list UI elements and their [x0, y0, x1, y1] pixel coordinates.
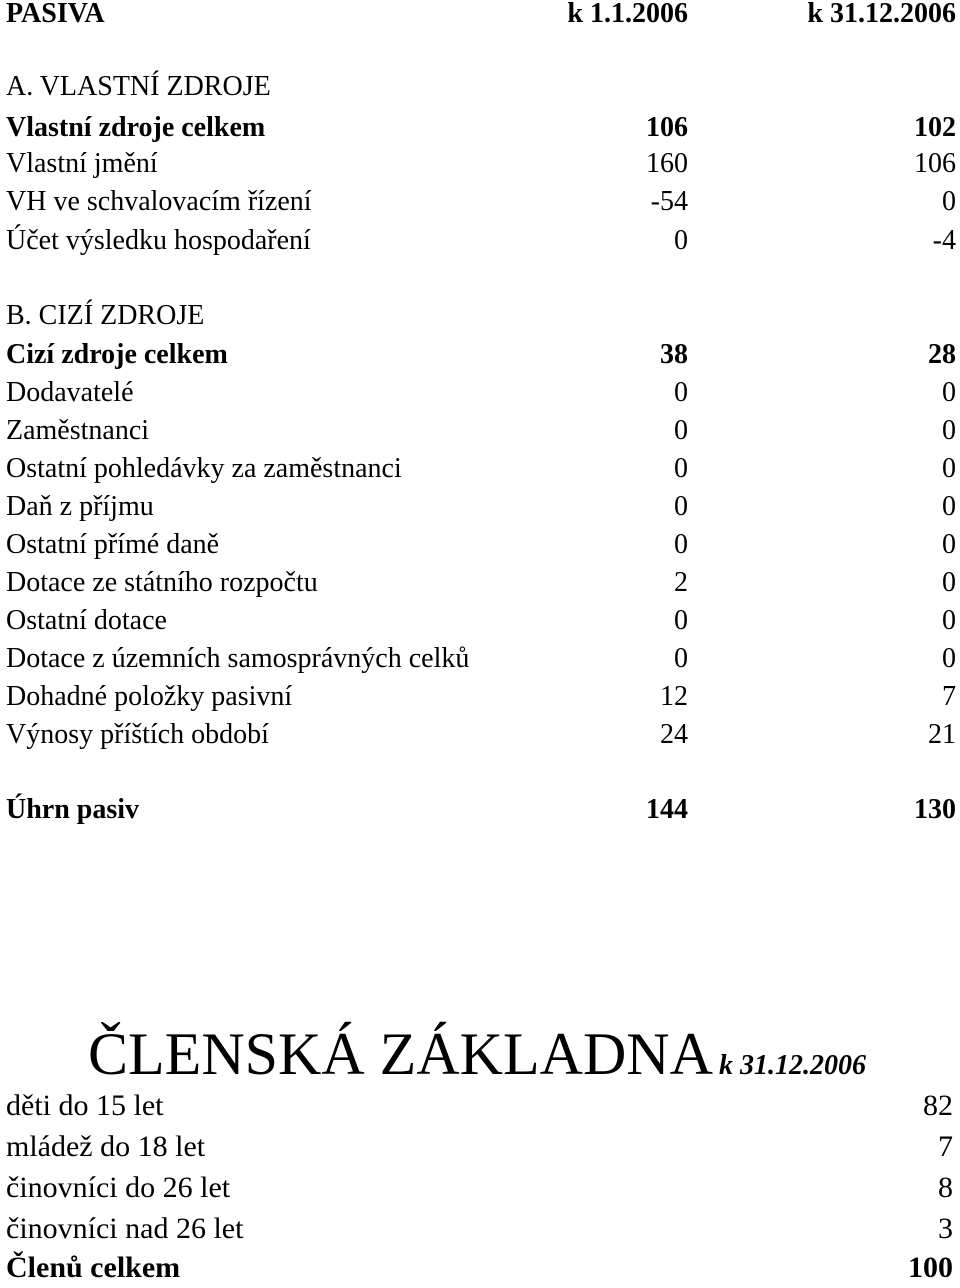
row-label: Dotace ze státního rozpočtu	[6, 567, 318, 598]
table-row	[6, 565, 956, 601]
list-item	[6, 1168, 953, 1208]
row-value-start: 2	[674, 567, 688, 598]
row-label: Dotace z územních samosprávných celků	[6, 643, 470, 674]
row-value-start: 0	[674, 529, 688, 560]
member-category-label: mládež do 18 let	[6, 1130, 206, 1163]
table-row	[6, 451, 956, 487]
table-row	[6, 337, 956, 373]
members-total-count: 100	[908, 1251, 953, 1284]
table-row	[6, 146, 956, 182]
pasiva-header	[6, 0, 956, 32]
row-value-end: 21	[928, 719, 956, 750]
table-row	[6, 641, 956, 677]
section-a-title	[6, 69, 956, 105]
members-total-label: Členů celkem	[6, 1251, 181, 1284]
table-row	[6, 413, 956, 449]
total-label: Úhrn pasiv	[6, 794, 140, 825]
row-value-start: 0	[674, 643, 688, 674]
table-row	[6, 375, 956, 411]
members-date: k 31.12.2006	[718, 1050, 866, 1081]
table-row	[6, 489, 956, 525]
members-title: ČLENSKÁ ZÁKLADNA	[88, 1021, 713, 1087]
list-item	[6, 1209, 953, 1249]
table-row	[6, 717, 956, 753]
row-value-end: 7	[942, 681, 956, 712]
row-value-start: -54	[650, 186, 688, 217]
row-value-end: 0	[942, 643, 956, 674]
section-b-heading: B. CIZÍ ZDROJE	[6, 300, 205, 331]
row-value-start: 12	[660, 681, 688, 712]
row-value-end: 0	[942, 415, 956, 446]
members-total-row	[6, 1248, 953, 1288]
row-label: Ostatní přímé daně	[6, 529, 220, 560]
members-heading	[88, 1018, 866, 1090]
table-row	[6, 184, 956, 220]
row-value-start: 0	[674, 415, 688, 446]
row-label: Daň z příjmu	[6, 491, 154, 522]
member-category-label: činovníci do 26 let	[6, 1171, 231, 1204]
row-value-end: 0	[942, 605, 956, 636]
row-value-start: 24	[660, 719, 688, 750]
row-value-end: 106	[914, 148, 956, 179]
row-value-end: 0	[942, 453, 956, 484]
row-value-end: 0	[942, 567, 956, 598]
row-value-end: 0	[942, 491, 956, 522]
total-value-end: 130	[914, 794, 956, 825]
row-value-start: 0	[674, 605, 688, 636]
row-label: VH ve schvalovacím řízení	[6, 186, 312, 217]
row-value-start: 0	[674, 225, 688, 256]
column-header-start: k 1.1.2006	[567, 0, 688, 29]
row-value-end: 0	[942, 186, 956, 217]
row-value-start: 0	[674, 491, 688, 522]
row-label: Vlastní zdroje celkem	[6, 112, 266, 143]
table-row	[6, 223, 956, 259]
row-label: Účet výsledku hospodaření	[6, 225, 311, 256]
row-label: Výnosy příštích období	[6, 719, 269, 750]
row-value-end: -4	[932, 225, 956, 256]
row-value-start: 38	[660, 339, 688, 370]
row-value-end: 28	[928, 339, 956, 370]
member-count: 8	[938, 1171, 953, 1204]
total-value-start: 144	[646, 794, 688, 825]
member-count: 82	[923, 1089, 953, 1122]
member-category-label: děti do 15 let	[6, 1089, 164, 1122]
member-count: 7	[938, 1130, 953, 1163]
column-header-end: k 31.12.2006	[807, 0, 956, 29]
table-row	[6, 679, 956, 715]
list-item	[6, 1086, 953, 1126]
row-label: Dohadné položky pasivní	[6, 681, 293, 712]
table-row	[6, 603, 956, 639]
row-value-start: 160	[646, 148, 688, 179]
row-value-start: 0	[674, 453, 688, 484]
member-count: 3	[938, 1212, 953, 1245]
pasiva-heading: PASIVA	[6, 0, 105, 29]
row-label: Ostatní dotace	[6, 605, 167, 636]
section-a-heading: A. VLASTNÍ ZDROJE	[6, 71, 271, 102]
member-category-label: činovníci nad 26 let	[6, 1212, 244, 1245]
row-value-end: 0	[942, 529, 956, 560]
row-value-start: 0	[674, 377, 688, 408]
section-b-title	[6, 298, 956, 334]
row-label: Vlastní jmění	[6, 148, 158, 179]
table-row	[6, 527, 956, 563]
table-row	[6, 110, 956, 146]
row-label: Dodavatelé	[6, 377, 134, 408]
row-value-end: 102	[914, 112, 956, 143]
row-value-start: 106	[646, 112, 688, 143]
row-label: Zaměstnanci	[6, 415, 150, 446]
list-item	[6, 1127, 953, 1167]
row-label: Cizí zdroje celkem	[6, 339, 228, 370]
row-label: Ostatní pohledávky za zaměstnanci	[6, 453, 402, 484]
total-row	[6, 792, 956, 828]
row-value-end: 0	[942, 377, 956, 408]
